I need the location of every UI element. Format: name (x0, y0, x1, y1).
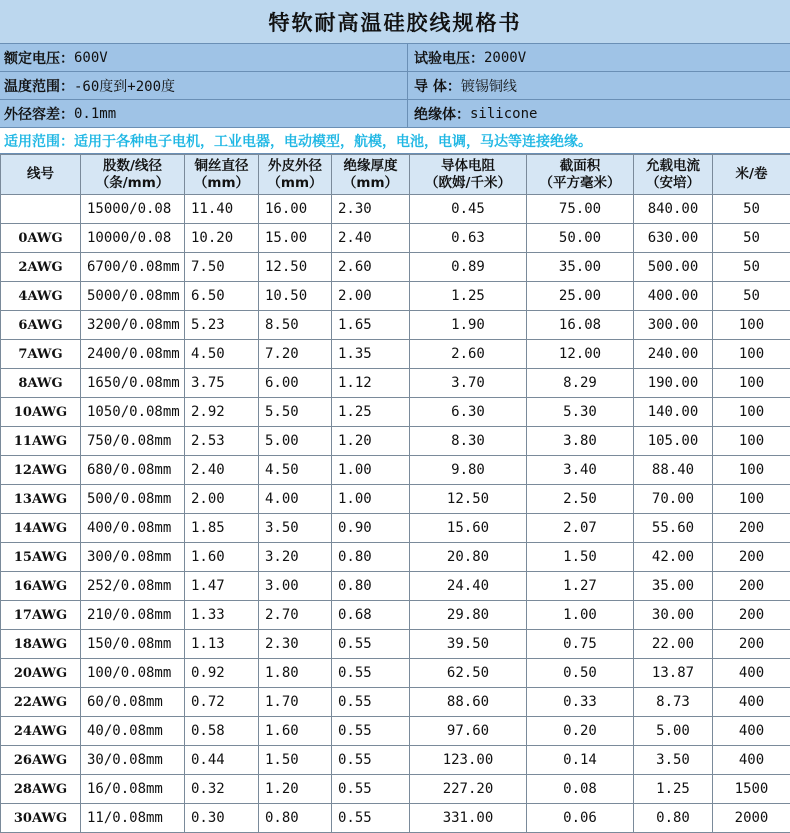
table-cell: 1.00 (332, 456, 410, 485)
table-cell: 1.27 (527, 572, 634, 601)
table-row (1, 717, 790, 746)
table-cell: 1.25 (634, 775, 713, 804)
table-cell: 2.70 (259, 601, 332, 630)
table-row (1, 485, 790, 514)
table-cell: 2.30 (332, 195, 410, 224)
table-cell: 15.00 (259, 224, 332, 253)
table-cell: 0.63 (410, 224, 527, 253)
table-cell: 400.00 (634, 282, 713, 311)
table-cell: 2.53 (185, 427, 259, 456)
table-cell: 252/0.08mm (81, 572, 185, 601)
table-row (1, 282, 790, 311)
table-cell: 20AWG (1, 659, 81, 688)
table-row (1, 398, 790, 427)
column-header (259, 155, 332, 195)
table-cell: 8AWG (1, 369, 81, 398)
table-cell: 8.29 (527, 369, 634, 398)
spec-label: 温度范围： (4, 76, 74, 96)
table-cell: 0.55 (332, 717, 410, 746)
table-cell: 29.80 (410, 601, 527, 630)
column-header-title: 导体电阻 (410, 158, 526, 175)
spec-row (0, 100, 790, 128)
table-cell: 3.70 (410, 369, 527, 398)
table-cell: 0.55 (332, 775, 410, 804)
table-cell: 3.00 (259, 572, 332, 601)
table-cell: 400 (713, 746, 790, 775)
table-cell: 24.40 (410, 572, 527, 601)
table-cell: 5.00 (634, 717, 713, 746)
table-cell: 0.55 (332, 746, 410, 775)
table-header-row (1, 155, 790, 195)
column-header (527, 155, 634, 195)
table-row (1, 340, 790, 369)
table-cell: 2.92 (185, 398, 259, 427)
table-cell: 200 (713, 572, 790, 601)
column-header-title: 线号 (1, 166, 80, 183)
table-cell: 4.50 (259, 456, 332, 485)
table-cell: 1.13 (185, 630, 259, 659)
table-cell: 0.75 (527, 630, 634, 659)
table-cell: 5.00 (259, 427, 332, 456)
table-cell: 0.80 (634, 804, 713, 833)
table-cell: 10.50 (259, 282, 332, 311)
table-cell: 0.33 (527, 688, 634, 717)
table-cell: 40/0.08mm (81, 717, 185, 746)
table-cell: 200 (713, 514, 790, 543)
table-cell: 2.40 (332, 224, 410, 253)
column-header-unit: （mm） (259, 175, 331, 192)
table-cell: 0.89 (410, 253, 527, 282)
table-cell: 0.30 (185, 804, 259, 833)
table-cell: 1.60 (259, 717, 332, 746)
table-cell: 5.50 (259, 398, 332, 427)
table-cell: 0.08 (527, 775, 634, 804)
spec-value: 600V (74, 50, 108, 66)
table-cell: 30.00 (634, 601, 713, 630)
table-cell: 15AWG (1, 543, 81, 572)
table-cell: 3.40 (527, 456, 634, 485)
table-cell: 2.40 (185, 456, 259, 485)
column-header-unit: （平方毫米） (527, 175, 633, 192)
table-cell: 500/0.08mm (81, 485, 185, 514)
table-cell: 22.00 (634, 630, 713, 659)
table-row (1, 514, 790, 543)
column-header (81, 155, 185, 195)
column-header-unit: （条/mm） (81, 175, 184, 192)
table-cell: 200 (713, 543, 790, 572)
table-cell: 7AWG (1, 340, 81, 369)
table-cell: 2.30 (259, 630, 332, 659)
table-cell: 10.20 (185, 224, 259, 253)
spec-label: 试验电压： (414, 48, 484, 68)
table-cell: 88.60 (410, 688, 527, 717)
table-cell: 1.90 (410, 311, 527, 340)
table-body (1, 195, 790, 833)
table-cell: 1.33 (185, 601, 259, 630)
table-cell: 6.00 (259, 369, 332, 398)
table-cell: 55.60 (634, 514, 713, 543)
table-cell: 1.12 (332, 369, 410, 398)
table-row (1, 427, 790, 456)
table-cell: 12.00 (527, 340, 634, 369)
table-cell: 9.80 (410, 456, 527, 485)
table-row (1, 311, 790, 340)
table-row (1, 659, 790, 688)
table-row (1, 775, 790, 804)
table-row (1, 224, 790, 253)
table-cell: 0.55 (332, 630, 410, 659)
spec-value: 0.1mm (74, 106, 116, 122)
table-cell: 0.06 (527, 804, 634, 833)
table-cell: 100 (713, 456, 790, 485)
column-header-unit: （欧姆/千米） (410, 175, 526, 192)
table-row (1, 746, 790, 775)
table-cell: 5.23 (185, 311, 259, 340)
table-cell: 0.55 (332, 804, 410, 833)
column-header-title: 股数/线径 (81, 158, 184, 175)
table-cell: 16.08 (527, 311, 634, 340)
table-cell: 1.35 (332, 340, 410, 369)
spec-row (0, 72, 790, 100)
table-cell: 15000/0.08 (81, 195, 185, 224)
spec-block (0, 44, 790, 128)
table-cell: 35.00 (527, 253, 634, 282)
spec-value: 2000V (484, 50, 526, 66)
table-row (1, 456, 790, 485)
table-cell: 0.20 (527, 717, 634, 746)
table-row (1, 543, 790, 572)
table-cell: 0.55 (332, 688, 410, 717)
spec-label: 绝缘体： (414, 104, 470, 124)
column-header-unit: （安培） (634, 175, 712, 192)
spec-right (408, 72, 790, 99)
spec-table (0, 154, 790, 833)
table-cell: 750/0.08mm (81, 427, 185, 456)
table-cell: 8.73 (634, 688, 713, 717)
table-cell: 0.90 (332, 514, 410, 543)
table-row (1, 601, 790, 630)
table-cell: 16/0.08mm (81, 775, 185, 804)
table-cell: 25.00 (527, 282, 634, 311)
table-cell: 2.00 (185, 485, 259, 514)
spec-left (0, 44, 408, 71)
table-cell: 28AWG (1, 775, 81, 804)
table-cell: 0.55 (332, 659, 410, 688)
spec-left (0, 72, 408, 99)
table-cell: 2.07 (527, 514, 634, 543)
table-cell: 5000/0.08mm (81, 282, 185, 311)
table-cell: 1.25 (410, 282, 527, 311)
table-row (1, 688, 790, 717)
table-cell: 100 (713, 427, 790, 456)
table-cell: 1650/0.08mm (81, 369, 185, 398)
table-cell: 190.00 (634, 369, 713, 398)
column-header-unit: （mm） (185, 175, 258, 192)
table-cell: 3.20 (259, 543, 332, 572)
table-cell: 16AWG (1, 572, 81, 601)
table-cell (1, 195, 81, 224)
table-cell: 2.60 (332, 253, 410, 282)
table-cell: 400 (713, 688, 790, 717)
usage-note: 适用范围：适用于各种电子电机，工业电器，电动模型，航模，电池，电调，马达等连接绝缘。 (0, 128, 790, 154)
column-header-title: 绝缘厚度 (332, 158, 409, 175)
table-cell: 200 (713, 601, 790, 630)
table-cell: 100 (713, 311, 790, 340)
table-cell: 13.87 (634, 659, 713, 688)
table-cell: 97.60 (410, 717, 527, 746)
spec-value: silicone (470, 106, 537, 122)
table-cell: 400 (713, 717, 790, 746)
table-cell: 0.50 (527, 659, 634, 688)
table-cell: 2.50 (527, 485, 634, 514)
column-header (1, 155, 81, 195)
table-cell: 1.47 (185, 572, 259, 601)
table-cell: 2.60 (410, 340, 527, 369)
table-cell: 15.60 (410, 514, 527, 543)
table-cell: 26AWG (1, 746, 81, 775)
table-cell: 2AWG (1, 253, 81, 282)
spec-label: 外径容差： (4, 104, 74, 124)
table-cell: 1.50 (259, 746, 332, 775)
table-cell: 70.00 (634, 485, 713, 514)
table-cell: 3200/0.08mm (81, 311, 185, 340)
table-cell: 0.80 (259, 804, 332, 833)
table-cell: 227.20 (410, 775, 527, 804)
table-cell: 6AWG (1, 311, 81, 340)
table-cell: 60/0.08mm (81, 688, 185, 717)
table-cell: 11AWG (1, 427, 81, 456)
column-header (713, 155, 790, 195)
table-cell: 75.00 (527, 195, 634, 224)
table-cell: 0.58 (185, 717, 259, 746)
table-cell: 0.68 (332, 601, 410, 630)
column-header (185, 155, 259, 195)
table-cell: 300.00 (634, 311, 713, 340)
table-cell: 0.80 (332, 572, 410, 601)
table-cell: 400/0.08mm (81, 514, 185, 543)
table-cell: 1.20 (259, 775, 332, 804)
page-title: 特软耐高温硅胶线规格书 (0, 0, 790, 44)
table-cell: 18AWG (1, 630, 81, 659)
table-cell: 331.00 (410, 804, 527, 833)
table-cell: 840.00 (634, 195, 713, 224)
table-cell: 17AWG (1, 601, 81, 630)
table-cell: 88.40 (634, 456, 713, 485)
table-cell: 6.50 (185, 282, 259, 311)
table-cell: 1050/0.08mm (81, 398, 185, 427)
table-cell: 1.00 (527, 601, 634, 630)
table-cell: 100 (713, 369, 790, 398)
table-cell: 1.85 (185, 514, 259, 543)
table-cell: 24AWG (1, 717, 81, 746)
table-cell: 100 (713, 485, 790, 514)
table-cell: 39.50 (410, 630, 527, 659)
column-header-title: 铜丝直径 (185, 158, 258, 175)
table-cell: 0.32 (185, 775, 259, 804)
spec-label: 额定电压： (4, 48, 74, 68)
column-header (332, 155, 410, 195)
table-cell: 42.00 (634, 543, 713, 572)
column-header-unit: （mm） (332, 175, 409, 192)
spec-label: 导 体： (414, 76, 461, 96)
spec-left (0, 100, 408, 127)
table-cell: 8.30 (410, 427, 527, 456)
table-cell: 0.45 (410, 195, 527, 224)
table-cell: 6.30 (410, 398, 527, 427)
table-cell: 50.00 (527, 224, 634, 253)
table-cell: 100 (713, 340, 790, 369)
table-row (1, 253, 790, 282)
table-cell: 2000 (713, 804, 790, 833)
table-cell: 0.14 (527, 746, 634, 775)
table-cell: 1.20 (332, 427, 410, 456)
column-header-title: 截面积 (527, 158, 633, 175)
column-header-title: 允载电流 (634, 158, 712, 175)
table-cell: 10AWG (1, 398, 81, 427)
table-cell: 1.65 (332, 311, 410, 340)
table-cell: 3.50 (259, 514, 332, 543)
spec-value: -60度到+200度 (74, 76, 175, 96)
spec-right (408, 100, 790, 127)
table-cell: 4AWG (1, 282, 81, 311)
table-cell: 3.75 (185, 369, 259, 398)
table-cell: 0.44 (185, 746, 259, 775)
table-cell: 7.20 (259, 340, 332, 369)
table-cell: 1.50 (527, 543, 634, 572)
table-cell: 6700/0.08mm (81, 253, 185, 282)
table-cell: 8.50 (259, 311, 332, 340)
table-cell: 140.00 (634, 398, 713, 427)
table-cell: 105.00 (634, 427, 713, 456)
table-cell: 150/0.08mm (81, 630, 185, 659)
table-cell: 14AWG (1, 514, 81, 543)
table-cell: 12AWG (1, 456, 81, 485)
column-header (410, 155, 527, 195)
table-cell: 11/0.08mm (81, 804, 185, 833)
table-cell: 210/0.08mm (81, 601, 185, 630)
table-cell: 50 (713, 195, 790, 224)
table-cell: 1.70 (259, 688, 332, 717)
table-cell: 11.40 (185, 195, 259, 224)
table-cell: 0.72 (185, 688, 259, 717)
table-cell: 3.50 (634, 746, 713, 775)
table-cell: 50 (713, 253, 790, 282)
table-row (1, 195, 790, 224)
table-cell: 1.00 (332, 485, 410, 514)
table-cell: 1.25 (332, 398, 410, 427)
table-cell: 0.92 (185, 659, 259, 688)
table-cell: 630.00 (634, 224, 713, 253)
table-cell: 2400/0.08mm (81, 340, 185, 369)
table-cell: 100 (713, 398, 790, 427)
table-cell: 0AWG (1, 224, 81, 253)
table-cell: 200 (713, 630, 790, 659)
table-cell: 12.50 (259, 253, 332, 282)
table-cell: 2.00 (332, 282, 410, 311)
table-cell: 50 (713, 282, 790, 311)
table-cell: 13AWG (1, 485, 81, 514)
table-cell: 62.50 (410, 659, 527, 688)
table-row (1, 572, 790, 601)
spec-value: 镀锡铜线 (461, 76, 517, 96)
table-cell: 1.60 (185, 543, 259, 572)
table-cell: 4.00 (259, 485, 332, 514)
table-cell: 30AWG (1, 804, 81, 833)
table-row (1, 369, 790, 398)
table-row (1, 804, 790, 833)
table-cell: 10000/0.08 (81, 224, 185, 253)
spec-row (0, 44, 790, 72)
table-cell: 20.80 (410, 543, 527, 572)
table-cell: 680/0.08mm (81, 456, 185, 485)
table-cell: 22AWG (1, 688, 81, 717)
table-cell: 500.00 (634, 253, 713, 282)
column-header (634, 155, 713, 195)
column-header-title: 米/卷 (713, 166, 790, 183)
table-cell: 7.50 (185, 253, 259, 282)
spec-right (408, 44, 790, 71)
column-header-title: 外皮外径 (259, 158, 331, 175)
table-cell: 0.80 (332, 543, 410, 572)
table-cell: 3.80 (527, 427, 634, 456)
table-cell: 5.30 (527, 398, 634, 427)
table-cell: 16.00 (259, 195, 332, 224)
table-cell: 4.50 (185, 340, 259, 369)
table-row (1, 630, 790, 659)
table-cell: 400 (713, 659, 790, 688)
table-cell: 30/0.08mm (81, 746, 185, 775)
table-cell: 1.80 (259, 659, 332, 688)
table-cell: 300/0.08mm (81, 543, 185, 572)
table-cell: 100/0.08mm (81, 659, 185, 688)
table-cell: 1500 (713, 775, 790, 804)
table-cell: 50 (713, 224, 790, 253)
table-cell: 123.00 (410, 746, 527, 775)
table-cell: 35.00 (634, 572, 713, 601)
table-cell: 240.00 (634, 340, 713, 369)
table-cell: 12.50 (410, 485, 527, 514)
